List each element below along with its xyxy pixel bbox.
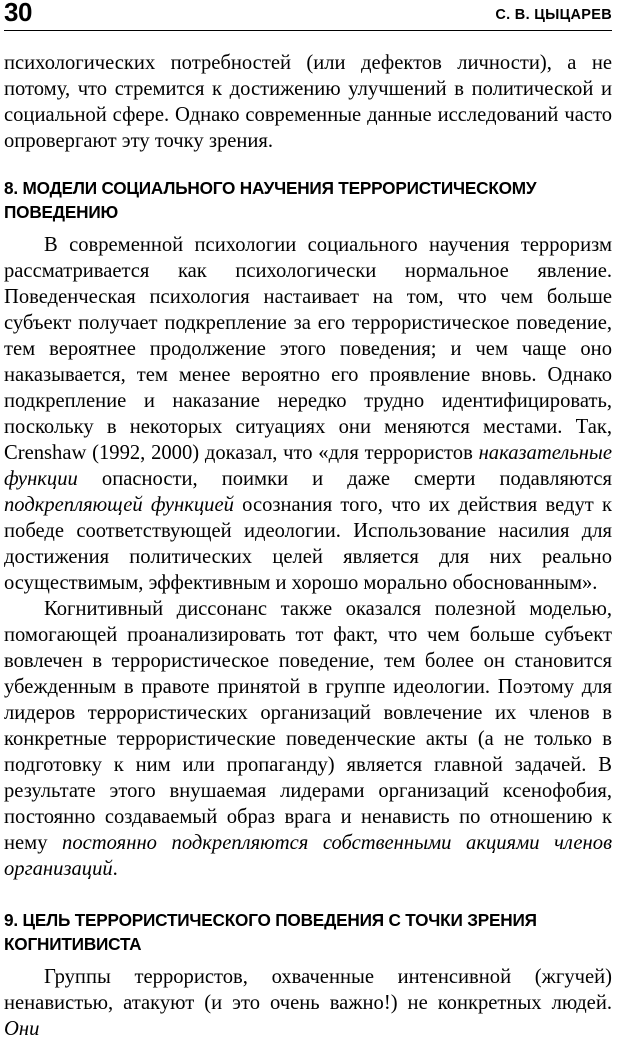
page-body bbox=[4, 50, 612, 1042]
paragraph-text: осознания того, что их действия ведут к победе соответствующей идеологии. Использование насилия для достижения политических целей является для них реально осуществимым, эффективным и хорошо морально обоснованным». bbox=[4, 494, 612, 594]
paragraph-text: опасности, поимки и даже смерти подавляются bbox=[77, 468, 612, 490]
paragraph-text: Когнитивный диссонанс также оказался полезной моделью, помогающей проанализировать тот факт, что чем больше субъект вовлечен в террористическое поведение, тем более он становится убежденным в правоте принятой в группе идеологии. Поэтому для лидеров террористических организаций вовлечение их членов в конкретные террористические поведенческие акты (а не только в подготовку к ним или пропаганду) является главной задачей. В результате этого внушаемая лидерами организаций ксенофобия, постоянно создаваемый образ врага и ненависть по отношению к нему bbox=[4, 598, 612, 854]
heading-line: ПОВЕДЕНИЮ bbox=[4, 202, 118, 222]
paragraph-text: Группы террористов, охваченные интенсивной (жгучей) ненавистью, атакуют (и это очень важно!) не конкретных людей. bbox=[4, 966, 612, 1014]
heading-line: КОГНИТИВИСТА bbox=[4, 934, 142, 954]
emphasis-text: наказательные функции bbox=[4, 442, 612, 490]
paragraph-social-learning bbox=[4, 232, 612, 596]
section-heading-9 bbox=[4, 908, 612, 956]
section-heading-8 bbox=[4, 176, 612, 224]
page-header bbox=[4, 0, 612, 31]
paragraph-text: психологических потребностей (или дефектов личности), а не потому, что стремится к достижению улучшений в политической и социальной сфере. Однако современные данные исследований часто опровергают эту точку зрения. bbox=[4, 52, 612, 152]
heading-line: 8. МОДЕЛИ СОЦИАЛЬНОГО НАУЧЕНИЯ ТЕРРОРИСТИЧЕСКОМУ bbox=[4, 178, 537, 198]
emphasis-text: подкрепляющей функцией bbox=[4, 494, 234, 516]
paragraph-text: . bbox=[112, 858, 118, 880]
heading-line: 9. ЦЕЛЬ ТЕРРОРИСТИЧЕСКОГО ПОВЕДЕНИЯ С ТОЧКИ ЗРЕНИЯ bbox=[4, 910, 537, 930]
emphasis-text: Они bbox=[4, 1018, 40, 1040]
paragraph-text: В современной психологии социального научения терроризм рассматривается как психологически нормальное явление. Поведенческая психология настаивает на том, что чем больше субъект получает подкрепление за его террористическое поведение, тем вероятнее продолжение этого поведения; и чем чаще оно наказывается, тем менее вероятно его проявление вновь. Однако подкрепление и наказание нередко трудно идентифицировать, поскольку в некоторых ситуациях они меняются местами. Так, Crenshaw (1992, 2000) доказал, что «для террористов bbox=[4, 234, 612, 464]
running-head-author: С. В. ЦЫЦАРЕВ bbox=[495, 7, 612, 23]
paragraph-cognitivist bbox=[4, 964, 612, 1042]
paragraph-continued bbox=[4, 50, 612, 154]
paragraph-cognitive-dissonance bbox=[4, 596, 612, 882]
emphasis-text: постоянно подкрепляются собственными акциями членов организаций bbox=[4, 832, 613, 880]
page-number: 30 bbox=[4, 0, 32, 27]
